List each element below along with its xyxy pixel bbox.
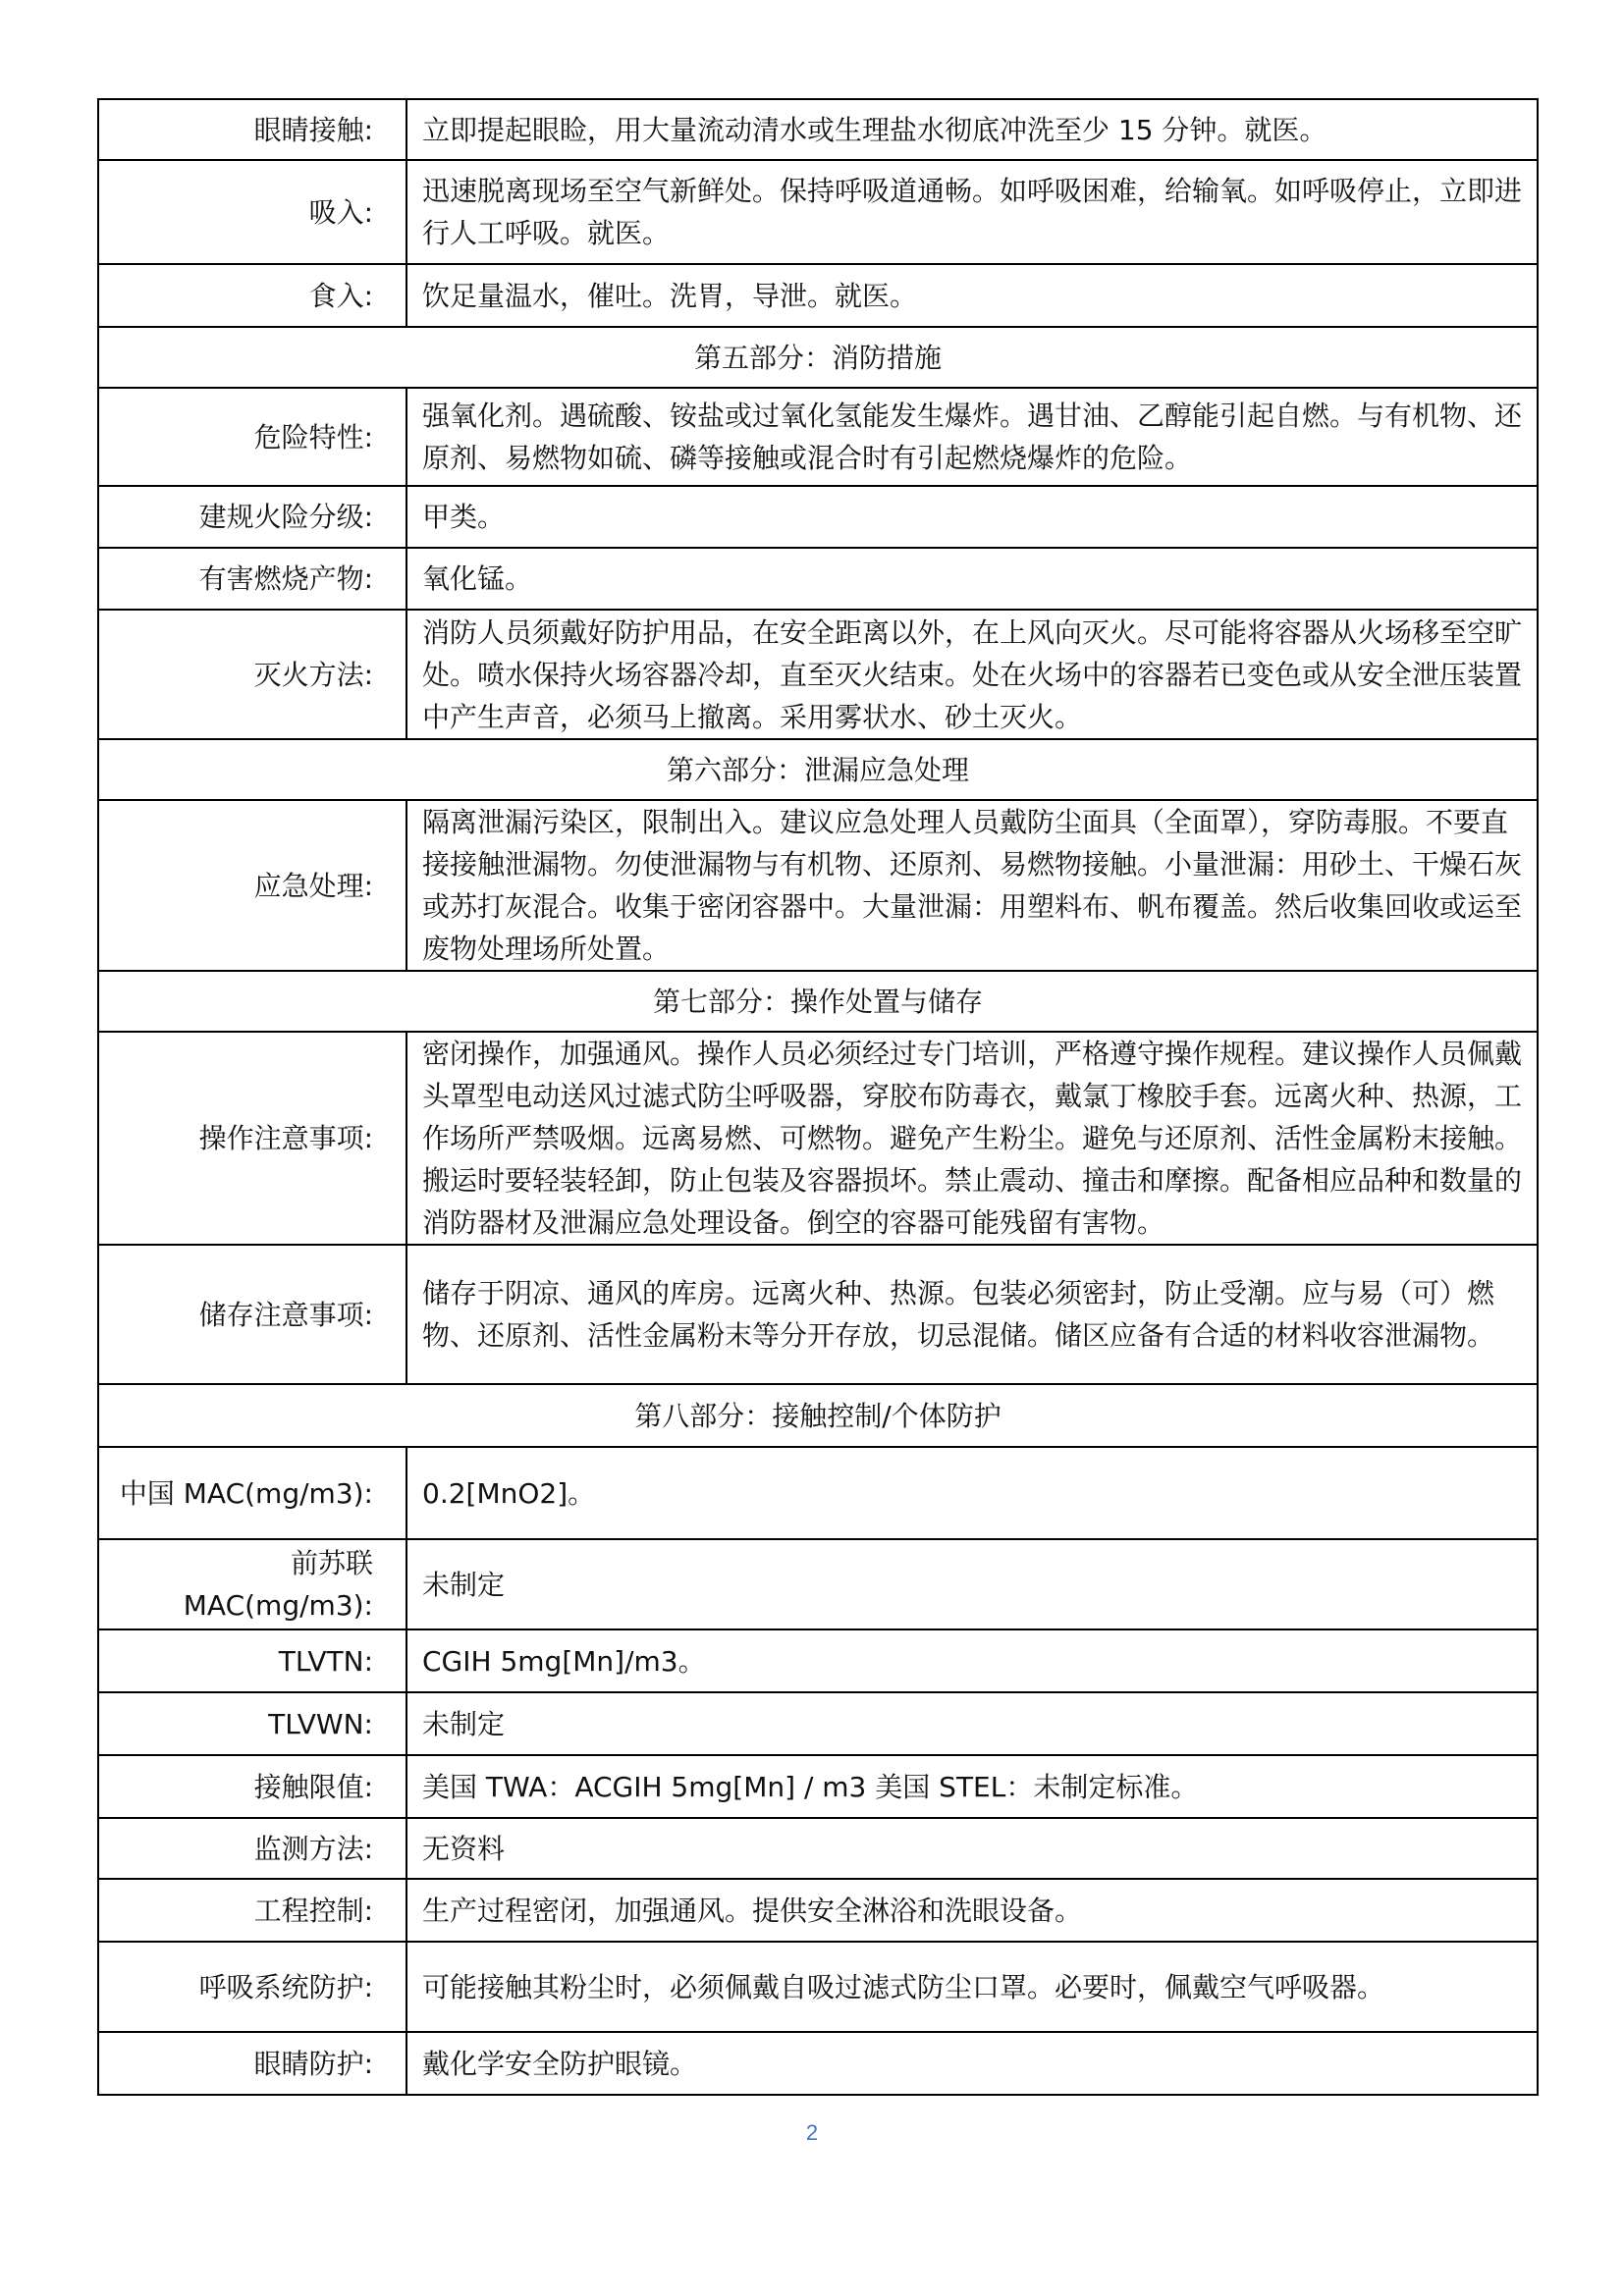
row-value: 消防人员须戴好防护用品，在安全距离以外，在上风向灭火。尽可能将容器从火场移至空旷处。喷水保持火场容器冷却，直至灭火结束。处在火场中的容器若已变色或从安全泄压装置中产生声音，必须马上撤离。采用雾状水、砂土灭火。 — [406, 610, 1538, 739]
page-number: 2 — [805, 2120, 819, 2145]
row-label: 食入: — [98, 264, 406, 327]
row-value: 未制定 — [406, 1692, 1538, 1755]
row-label: 监测方法: — [98, 1818, 406, 1879]
row-label: 眼睛防护: — [98, 2032, 406, 2095]
row-value: 可能接触其粉尘时，必须佩戴自吸过滤式防尘口罩。必要时，佩戴空气呼吸器。 — [406, 1942, 1538, 2032]
table-row — [98, 1755, 1538, 1818]
row-value: 戴化学安全防护眼镜。 — [406, 2032, 1538, 2095]
section-title: 第五部分：消防措施 — [98, 327, 1538, 388]
row-value: 氧化锰。 — [406, 548, 1538, 610]
section-row — [98, 327, 1538, 388]
row-label: 建规火险分级: — [98, 486, 406, 548]
row-label: 眼睛接触: — [98, 99, 406, 160]
msds-table-body — [98, 99, 1538, 2095]
table-row — [98, 1692, 1538, 1755]
row-value: 0.2[MnO2]。 — [406, 1447, 1538, 1539]
table-row — [98, 1245, 1538, 1384]
row-label: TLVTN: — [98, 1629, 406, 1692]
row-value: 无资料 — [406, 1818, 1538, 1879]
row-value: 立即提起眼睑，用大量流动清水或生理盐水彻底冲洗至少 15 分钟。就医。 — [406, 99, 1538, 160]
row-label: 灭火方法: — [98, 610, 406, 739]
table-row — [98, 1879, 1538, 1942]
row-label: 储存注意事项: — [98, 1245, 406, 1384]
row-label: 吸入: — [98, 160, 406, 264]
row-label: 前苏联 MAC(mg/m3): — [98, 1539, 406, 1629]
table-row — [98, 1942, 1538, 2032]
row-value: CGIH 5mg[Mn]/m3。 — [406, 1629, 1538, 1692]
row-value: 隔离泄漏污染区，限制出入。建议应急处理人员戴防尘面具（全面罩），穿防毒服。不要直接接触泄漏物。勿使泄漏物与有机物、还原剂、易燃物接触。小量泄漏：用砂土、干燥石灰或苏打灰混合。收集于密闭容器中。大量泄漏：用塑料布、帆布覆盖。然后收集回收或运至废物处理场所处置。 — [406, 800, 1538, 971]
row-value: 储存于阴凉、通风的库房。远离火种、热源。包装必须密封，防止受潮。应与易（可）燃物、还原剂、活性金属粉末等分开存放，切忌混储。储区应备有合适的材料收容泄漏物。 — [406, 1245, 1538, 1384]
row-value: 密闭操作，加强通风。操作人员必须经过专门培训，严格遵守操作规程。建议操作人员佩戴头罩型电动送风过滤式防尘呼吸器，穿胶布防毒衣，戴氯丁橡胶手套。远离火种、热源，工作场所严禁吸烟。远离易燃、可燃物。避免产生粉尘。避免与还原剂、活性金属粉末接触。搬运时要轻装轻卸，防止包装及容器损坏。禁止震动、撞击和摩擦。配备相应品种和数量的消防器材及泄漏应急处理设备。倒空的容器可能残留有害物。 — [406, 1032, 1538, 1245]
row-label: 中国 MAC(mg/m3): — [98, 1447, 406, 1539]
row-label: 危险特性: — [98, 388, 406, 486]
table-row — [98, 1447, 1538, 1539]
table-row — [98, 1032, 1538, 1245]
table-row — [98, 388, 1538, 486]
row-value: 未制定 — [406, 1539, 1538, 1629]
section-row — [98, 739, 1538, 800]
table-row — [98, 99, 1538, 160]
row-label: 有害燃烧产物: — [98, 548, 406, 610]
row-label: 接触限值: — [98, 1755, 406, 1818]
row-label: 应急处理: — [98, 800, 406, 971]
row-value: 生产过程密闭，加强通风。提供安全淋浴和洗眼设备。 — [406, 1879, 1538, 1942]
row-label: 操作注意事项: — [98, 1032, 406, 1245]
row-label: TLVWN: — [98, 1692, 406, 1755]
table-row — [98, 610, 1538, 739]
section-row — [98, 971, 1538, 1032]
table-row — [98, 548, 1538, 610]
section-title: 第六部分：泄漏应急处理 — [98, 739, 1538, 800]
table-row — [98, 264, 1538, 327]
table-row — [98, 486, 1538, 548]
row-value: 迅速脱离现场至空气新鲜处。保持呼吸道通畅。如呼吸困难，给输氧。如呼吸停止，立即进行人工呼吸。就医。 — [406, 160, 1538, 264]
table-row — [98, 2032, 1538, 2095]
row-value: 美国 TWA：ACGIH 5mg[Mn] / m3 美国 STEL：未制定标准。 — [406, 1755, 1538, 1818]
table-row — [98, 1818, 1538, 1879]
table-row — [98, 1539, 1538, 1629]
section-title: 第七部分：操作处置与储存 — [98, 971, 1538, 1032]
row-value: 强氧化剂。遇硫酸、铵盐或过氧化氢能发生爆炸。遇甘油、乙醇能引起自燃。与有机物、还原剂、易燃物如硫、磷等接触或混合时有引起燃烧爆炸的危险。 — [406, 388, 1538, 486]
msds-table — [97, 98, 1539, 2096]
section-row — [98, 1384, 1538, 1447]
table-row — [98, 160, 1538, 264]
row-value: 饮足量温水，催吐。洗胃，导泄。就医。 — [406, 264, 1538, 327]
row-value: 甲类。 — [406, 486, 1538, 548]
table-row — [98, 800, 1538, 971]
row-label: 呼吸系统防护: — [98, 1942, 406, 2032]
section-title: 第八部分：接触控制/个体防护 — [98, 1384, 1538, 1447]
row-label: 工程控制: — [98, 1879, 406, 1942]
table-row — [98, 1629, 1538, 1692]
